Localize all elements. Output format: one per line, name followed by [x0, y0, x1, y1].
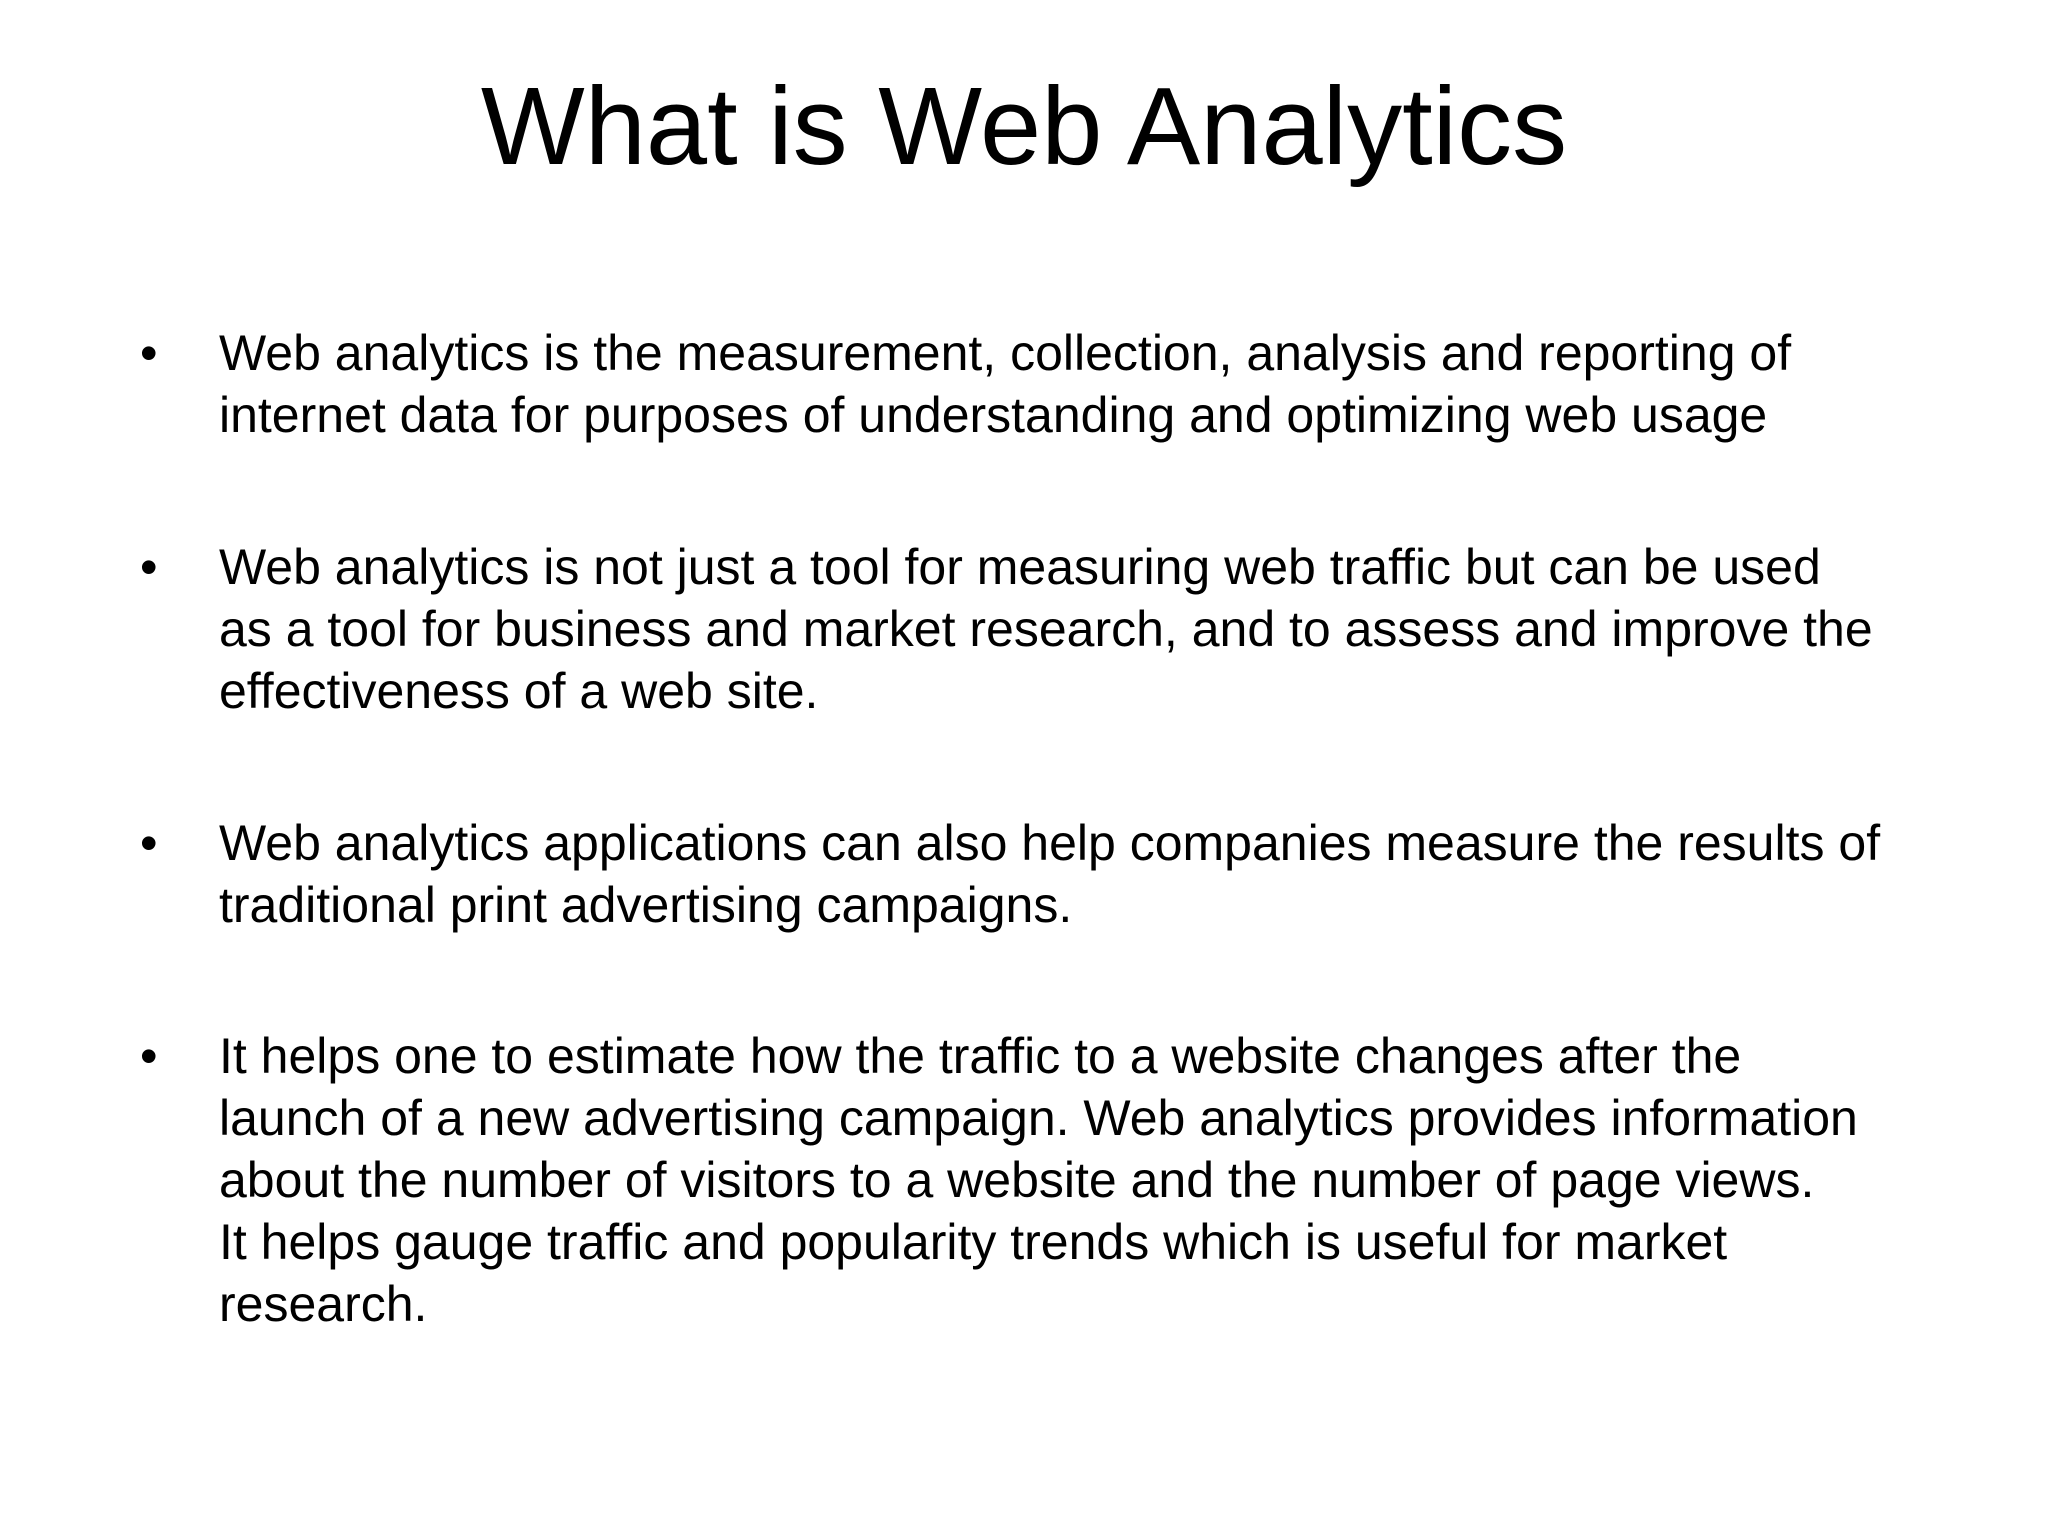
bullet-marker: •	[140, 815, 158, 871]
bullet-text: Web analytics is not just a tool for measuring web traffic but can be used as a tool for business and market research, and to assess and improve the effectiveness of a web site.	[219, 539, 1873, 719]
slide-title: What is Web Analytics	[480, 65, 1568, 188]
bullet-text: It helps one to estimate how the traffic to a website changes after the launch of a new advertising campaign. Web analytics provides information about the number of visitors to a website and the number of page views. It helps gauge traffic and popularity trends which is useful for market research.	[219, 1028, 1858, 1332]
bullet-text: Web analytics applications can also help companies measure the results of traditional print advertising campaigns.	[219, 815, 1881, 933]
bullet-marker: •	[140, 325, 158, 381]
bullet-marker: •	[140, 539, 158, 595]
bullet-text: Web analytics is the measurement, collection, analysis and reporting of internet data for purposes of understanding and optimizing web usage	[219, 325, 1792, 443]
bullet-marker: •	[140, 1028, 158, 1084]
